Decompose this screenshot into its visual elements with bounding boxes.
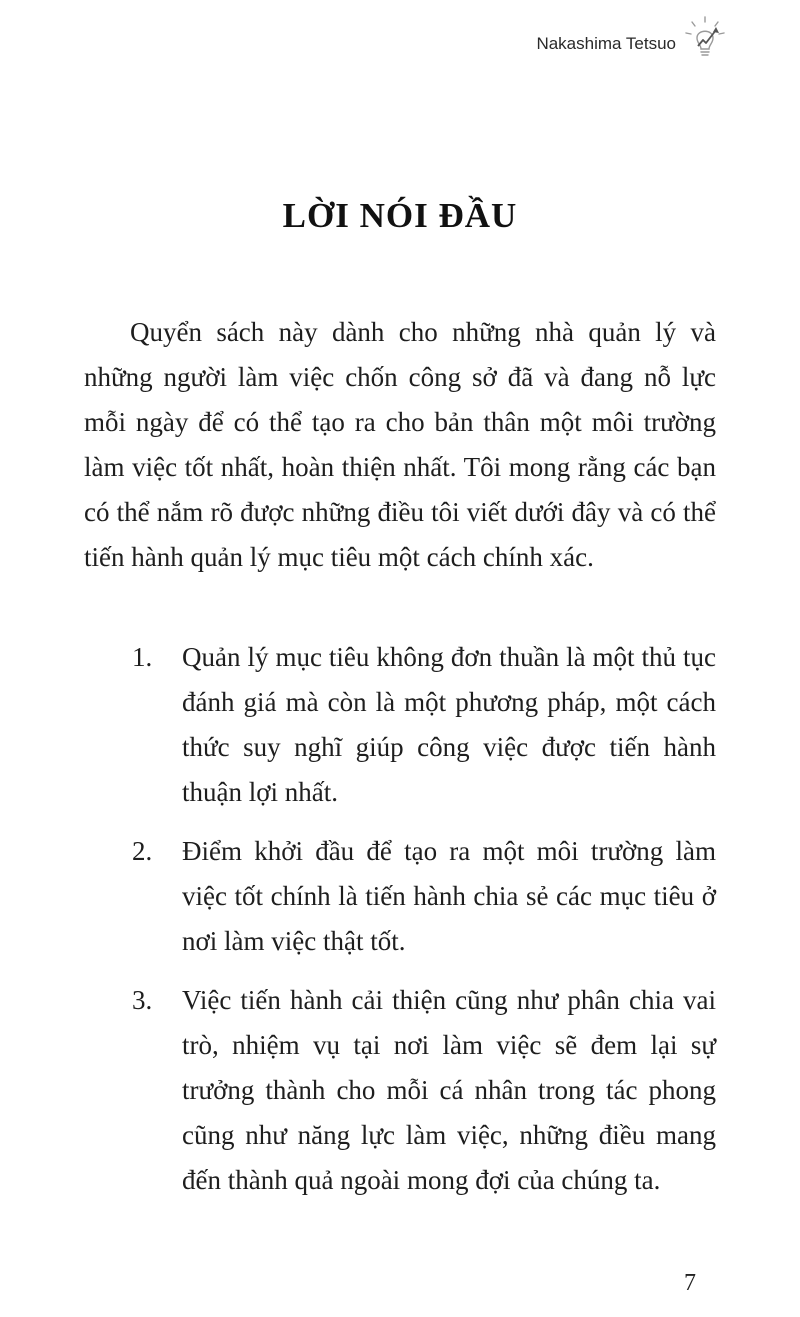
list-item-number: 1. — [132, 642, 153, 672]
list-item-text: Việc tiến hành cải thiện cũng như phân chia vai trò, nhiệm vụ tại nơi làm việc sẽ đem lại sự trưởng thành cho mỗi cá nhân trong tác phong cũng như năng lực làm việc, những điều mang đến thành quả ngoài mong đợi của chúng ta. — [182, 985, 716, 1195]
intro-paragraph: Quyển sách này dành cho những nhà quản lý và những người làm việc chốn công sở đã và đang nỗ lực mỗi ngày để có thể tạo ra cho bản thân một môi trường làm việc tốt nhất, hoàn thiện nhất. Tôi mong rằng các bạn có thể nắm rõ được những điều tôi viết dưới đây và có thể tiến hành quản lý mục tiêu một cách chính xác. — [84, 317, 716, 572]
list-item — [84, 829, 716, 964]
numbered-list — [84, 635, 716, 1217]
list-item-text: Quản lý mục tiêu không đơn thuần là một thủ tục đánh giá mà còn là một phương pháp, một cách thức suy nghĩ giúp công việc được tiến hành thuận lợi nhất. — [182, 642, 716, 807]
author-name: Nakashima Tetsuo — [536, 34, 676, 53]
list-item-number: 2. — [132, 836, 153, 866]
list-item — [84, 978, 716, 1203]
running-header — [536, 14, 728, 60]
list-item — [84, 635, 716, 815]
lightbulb-growth-icon — [682, 14, 728, 60]
chapter-title: LỜI NÓI ĐẦU — [282, 196, 518, 235]
page-number: 7 — [684, 1270, 696, 1296]
list-item-number: 3. — [132, 985, 153, 1015]
list-item-text: Điểm khởi đầu để tạo ra một môi trường làm việc tốt chính là tiến hành chia sẻ các mục tiêu ở nơi làm việc thật tốt. — [182, 836, 716, 956]
